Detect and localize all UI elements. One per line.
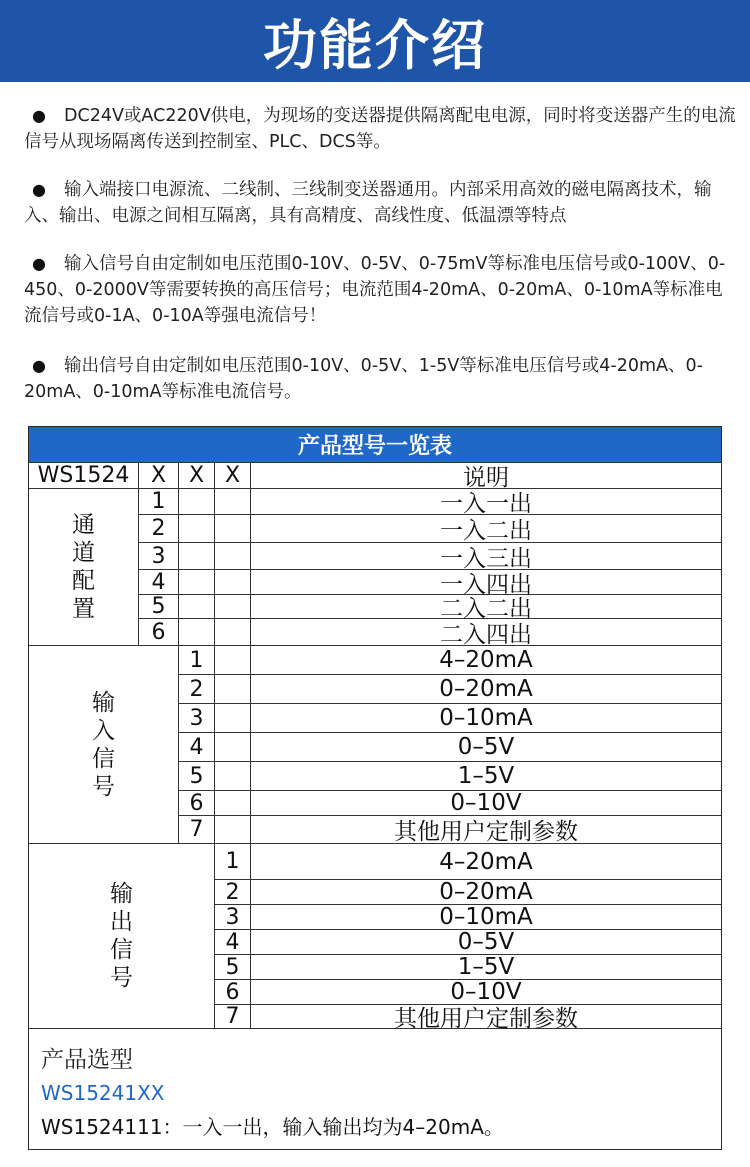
model-table — [28, 426, 722, 1150]
group-label-char: 输 — [92, 689, 115, 716]
empty-cell — [179, 570, 215, 595]
empty-cell — [215, 704, 251, 733]
feature-text: 输入端接口电源流、二线制、三线制变送器通用。内部采用高效的磁电隔离技术，输入、输出、电源之间相互隔离，具有高精度、高线性度、低温漂等特点 — [24, 180, 712, 226]
output-code: 2 — [215, 880, 251, 905]
channel-desc: 二入四出 — [251, 619, 721, 646]
output-desc: 其他用户定制参数 — [251, 1005, 721, 1029]
feature-item — [24, 103, 736, 155]
empty-cell — [215, 543, 251, 570]
output-code: 3 — [215, 905, 251, 930]
feature-item — [24, 251, 736, 329]
empty-cell — [179, 489, 215, 515]
channel-code: 5 — [139, 595, 179, 619]
page-title: 功能介绍 — [263, 13, 487, 77]
page-header — [0, 0, 750, 82]
channel-desc: 一入一出 — [251, 489, 721, 515]
group-label-char: 出 — [110, 909, 133, 935]
input-code: 5 — [179, 762, 215, 791]
feature-item — [24, 353, 736, 405]
feature-text: 输出信号自由定制如电压范围0-10V、0-5V、1-5V等标准电压信号或4-20mA、0-20mA、0-10mA等标准电流信号。 — [24, 356, 703, 402]
header-x2: X — [179, 463, 215, 489]
input-desc: 4–20mA — [251, 646, 721, 675]
group-label-char: 信 — [110, 937, 133, 963]
empty-cell — [179, 543, 215, 570]
bullet-icon: ● — [32, 356, 46, 375]
empty-cell — [215, 619, 251, 646]
input-code: 3 — [179, 704, 215, 733]
bullet-icon: ● — [32, 106, 46, 125]
empty-cell — [215, 489, 251, 515]
channel-label — [29, 489, 139, 646]
empty-cell — [215, 570, 251, 595]
channel-code: 1 — [139, 489, 179, 515]
channel-code: 4 — [139, 570, 179, 595]
feature-text: 输入信号自由定制如电压范围0-10V、0-5V、0-75mV等标准电压信号或0-100V、0-450、0-2000V等需要转换的高压信号；电流范围4-20mA、0-20mA、0-10mA等标准电流信号或0-1A、0-10A等强电流信号！ — [24, 254, 726, 326]
bullet-icon: ● — [32, 254, 46, 273]
channel-desc: 一入四出 — [251, 570, 721, 595]
feature-list — [24, 103, 736, 427]
input-code: 4 — [179, 733, 215, 762]
header-x3: X — [215, 463, 251, 489]
input-desc: 0–5V — [251, 733, 721, 762]
channel-desc: 一入二出 — [251, 515, 721, 543]
selection-example: WS1524111：一入一出，输入输出均为4–20mA。 — [41, 1115, 504, 1139]
output-desc: 0–10mA — [251, 905, 721, 930]
group-label-char: 号 — [110, 965, 133, 991]
header-desc: 说明 — [251, 463, 721, 489]
header-x1: X — [139, 463, 179, 489]
empty-cell — [215, 595, 251, 619]
output-desc: 0–20mA — [251, 880, 721, 905]
output-code: 7 — [215, 1005, 251, 1029]
output-desc: 4–20mA — [251, 844, 721, 880]
empty-cell — [215, 733, 251, 762]
group-label-char: 信 — [92, 745, 115, 772]
empty-cell — [215, 646, 251, 675]
empty-cell — [215, 675, 251, 704]
header-model: WS1524 — [29, 463, 139, 489]
empty-cell — [215, 791, 251, 816]
input-desc: 其他用户定制参数 — [251, 816, 721, 844]
input-label — [29, 646, 179, 844]
input-code: 1 — [179, 646, 215, 675]
selection-model: WS15241XX — [41, 1081, 165, 1105]
output-code: 5 — [215, 955, 251, 980]
output-code: 4 — [215, 930, 251, 955]
channel-code: 3 — [139, 543, 179, 570]
empty-cell — [179, 515, 215, 543]
group-label-char: 置 — [72, 596, 95, 622]
group-label-char: 道 — [72, 540, 95, 566]
bullet-icon: ● — [32, 180, 46, 199]
output-desc: 1–5V — [251, 955, 721, 980]
empty-cell — [215, 816, 251, 844]
empty-cell — [215, 515, 251, 543]
group-label-char: 输 — [110, 881, 133, 907]
output-desc: 0–10V — [251, 980, 721, 1005]
feature-item — [24, 177, 736, 229]
group-label-char: 配 — [72, 568, 95, 594]
channel-code: 2 — [139, 515, 179, 543]
group-label-char: 入 — [92, 717, 115, 744]
group-label-char: 号 — [92, 773, 115, 800]
empty-cell — [179, 619, 215, 646]
empty-cell — [179, 595, 215, 619]
output-code: 6 — [215, 980, 251, 1005]
input-desc: 0–20mA — [251, 675, 721, 704]
input-code: 6 — [179, 791, 215, 816]
product-selection — [29, 1029, 721, 1149]
output-code: 1 — [215, 844, 251, 880]
input-code: 7 — [179, 816, 215, 844]
input-code: 2 — [179, 675, 215, 704]
channel-desc: 一入三出 — [251, 543, 721, 570]
empty-cell — [215, 762, 251, 791]
channel-desc: 二入二出 — [251, 595, 721, 619]
output-label — [29, 844, 215, 1029]
feature-text: DC24V或AC220V供电，为现场的变送器提供隔离配电电源，同时将变送器产生的电流信号从现场隔离传送到控制室、PLC、DCS等。 — [24, 106, 736, 152]
input-desc: 0–10V — [251, 791, 721, 816]
output-desc: 0–5V — [251, 930, 721, 955]
selection-title: 产品选型 — [41, 1047, 133, 1073]
group-label-char: 通 — [72, 512, 95, 538]
input-desc: 1–5V — [251, 762, 721, 791]
table-title: 产品型号一览表 — [29, 427, 721, 463]
channel-code: 6 — [139, 619, 179, 646]
input-desc: 0–10mA — [251, 704, 721, 733]
